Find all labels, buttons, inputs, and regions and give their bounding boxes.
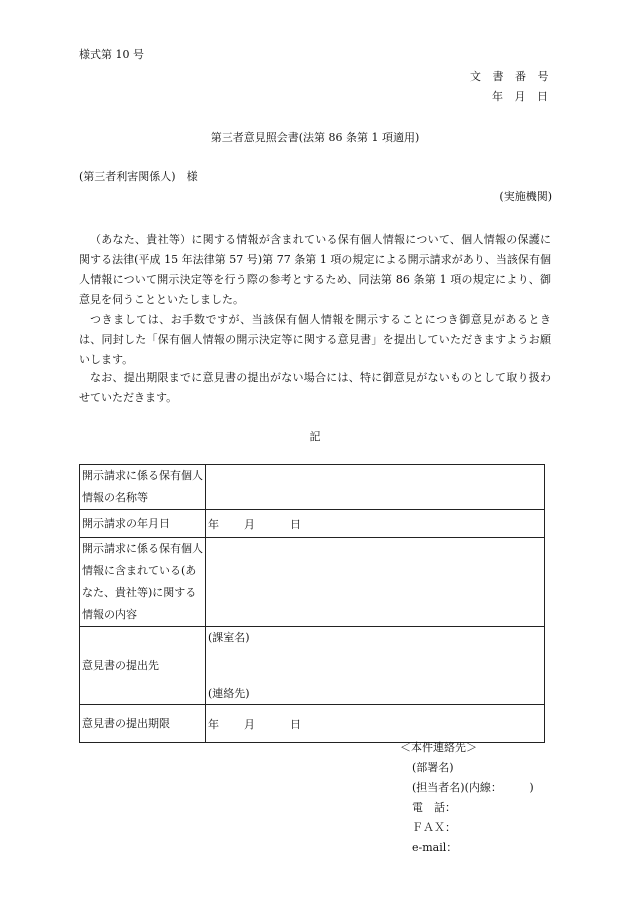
contact-fax: ＦＡＸ： bbox=[412, 821, 456, 834]
year-label: 年 bbox=[208, 517, 219, 531]
info-table bbox=[79, 464, 545, 743]
form-number: 様式第 10 号 bbox=[79, 48, 144, 61]
body-paragraph-3: なお、提出期限までに意見書の提出がない場合には、特に御意見がないものとして取り扱わせていただきます。 bbox=[79, 371, 551, 404]
table-row bbox=[80, 627, 545, 705]
row-label-info-name: 開示請求に係る保有個人情報の名称等 bbox=[80, 465, 206, 510]
row-value-request-date[interactable] bbox=[206, 510, 545, 538]
contact-label: (連絡先) bbox=[208, 687, 250, 700]
ki-heading: 記 bbox=[309, 430, 321, 443]
body-paragraph-1: （あなた、貴社等）に関する情報が含まれている保有個人情報について、個人情報の保護に関する法律(平成 15 年法律第 57 号)第 77 条第 1 項の規定による開示請求があり、当該保有個人情報について開示決定等を行う際の参考とするため、同法第 86 条第 1 項の規定により、御意見を伺うことといたしました。 bbox=[79, 233, 551, 306]
contact-phone: 電 話： bbox=[412, 801, 456, 814]
month-label: 月 bbox=[244, 717, 255, 731]
document-number-label: 文 書 番 号 bbox=[470, 70, 553, 83]
contact-heading: ＜本件連絡先＞ bbox=[400, 741, 477, 754]
row-label-request-date: 開示請求の年月日 bbox=[80, 510, 206, 538]
row-value-submission-deadline[interactable] bbox=[206, 705, 545, 743]
contact-block bbox=[400, 738, 534, 858]
row-value-submission-destination[interactable] bbox=[206, 627, 545, 705]
body-paragraph-2: つきましては、お手数ですが、当該保有個人情報を開示することにつき御意見があるときは、同封した「保有個人情報の開示決定等に関する意見書」を提出していただきますようお願いします。 bbox=[79, 313, 551, 366]
table-row bbox=[80, 465, 545, 510]
day-label: 日 bbox=[290, 517, 301, 531]
row-label-submission-deadline: 意見書の提出期限 bbox=[80, 705, 206, 743]
row-label-info-content: 開示請求に係る保有個人情報に含まれている(あなた、貴社等)に関する情報の内容 bbox=[80, 538, 206, 627]
contact-person: (担当者名)(内線： ) bbox=[412, 781, 534, 794]
row-label-submission-destination: 意見書の提出先 bbox=[80, 627, 206, 705]
document-title: 第三者意見照会書(法第 86 条第 1 項適用) bbox=[210, 131, 420, 144]
document-date-label: 年 月 日 bbox=[492, 90, 552, 103]
addressee: (第三者利害関係人) 様 bbox=[79, 170, 198, 183]
contact-dept: (部署名) bbox=[412, 761, 454, 774]
year-label: 年 bbox=[208, 717, 219, 731]
table-row bbox=[80, 510, 545, 538]
contact-email: e-mail： bbox=[412, 841, 458, 854]
day-label: 日 bbox=[290, 717, 301, 731]
row-value-info-content[interactable] bbox=[206, 538, 545, 627]
table-row bbox=[80, 538, 545, 627]
month-label: 月 bbox=[244, 517, 255, 531]
row-value-info-name[interactable] bbox=[206, 465, 545, 510]
table-row bbox=[80, 705, 545, 743]
dept-label: (課室名) bbox=[208, 631, 250, 644]
sender: (実施機関) bbox=[499, 190, 552, 203]
